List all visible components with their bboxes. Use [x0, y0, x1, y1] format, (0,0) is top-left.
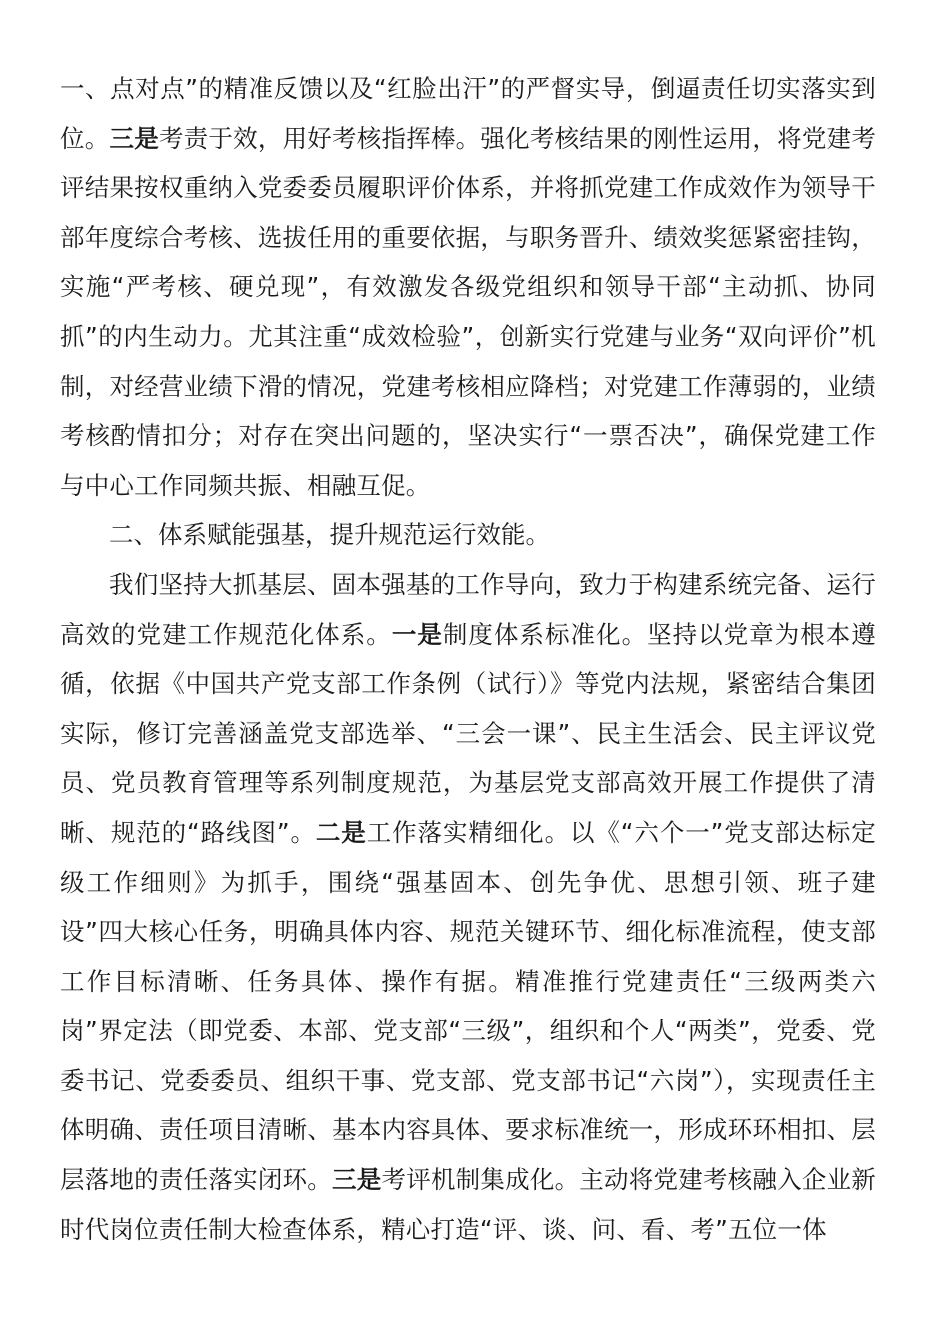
- section-heading: 二、体系赋能强基，提升规范运行效能。: [109, 520, 550, 550]
- bold-marker-yi-shi: 一是: [391, 619, 443, 649]
- bold-marker-san-shi: 三是: [109, 123, 159, 153]
- text-segment: 一、点对点”的精准反馈以及“红脸出汗”的严督实导，倒逼责任切实落实到位。: [60, 74, 876, 153]
- paragraph-2: [60, 560, 876, 1254]
- bold-marker-san-shi: 三是: [332, 1165, 382, 1195]
- text-segment: 工作落实精细化。以《“六个一”党支部达标定级工作细则》为抓手，围绕“强基固本、创先争优、思想引领、班子建设”四大核心任务，明确具体内容、规范关键环节、细化标准流程，使支部工作目标清晰、任务具体、操作有据。精准推行党建责任“三级两类六岗”界定法（即党委、本部、党支部“三级”，组织和个人“两类”，党委、党委书记、党委委员、组织干事、党支部、党支部书记“六岗”），实现责任主体明确、责任项目清晰、基本内容具体、要求标准统一，形成环环相扣、层层落地的责任落实闭环。: [60, 817, 876, 1195]
- bold-marker-er-shi: 二是: [315, 817, 367, 847]
- paragraph-1: [60, 64, 876, 510]
- text-segment: 考责于效，用好考核指挥棒。强化考核结果的刚性运用，将党建考评结果按权重纳入党委委员履职评价体系，并将抓党建工作成效作为领导干部年度综合考核、选拔任用的重要依据，与职务晋升、绩效奖惩紧密挂钩，实施“严考核、硬兑现”，有效激发各级党组织和领导干部“主动抓、协同抓”的内生动力。尤其注重“成效检验”，创新实行党建与业务“双向评价”机制，对经营业绩下滑的情况，党建考核相应降档；对党建工作薄弱的，业绩考核酌情扣分；对存在突出问题的，坚决实行“一票否决”，确保党建工作与中心工作同频共振、相融互促。: [60, 123, 877, 500]
- text-segment: 考评机制集成化。主动将党建考核融入企业新时代岗位责任制大检查体系，精心打造“评、谈、问、看、考”五位一体: [60, 1165, 877, 1244]
- text-segment: 制度体系标准化。坚持以党章为根本遵循，依据《中国共产党支部工作条例（试行）》等党内法规，紧密结合集团实际，修订完善涵盖党支部选举、“三会一课”、民主生活会、民主评议党员、党员教育管理等系列制度规范，为基层党支部高效开展工作提供了清晰、规范的“路线图”。: [60, 619, 876, 847]
- text-segment: 我们坚持大抓基层、固本强基的工作导向，致力于构建系统完备、运行高效的党建工作规范化体系。: [60, 569, 876, 649]
